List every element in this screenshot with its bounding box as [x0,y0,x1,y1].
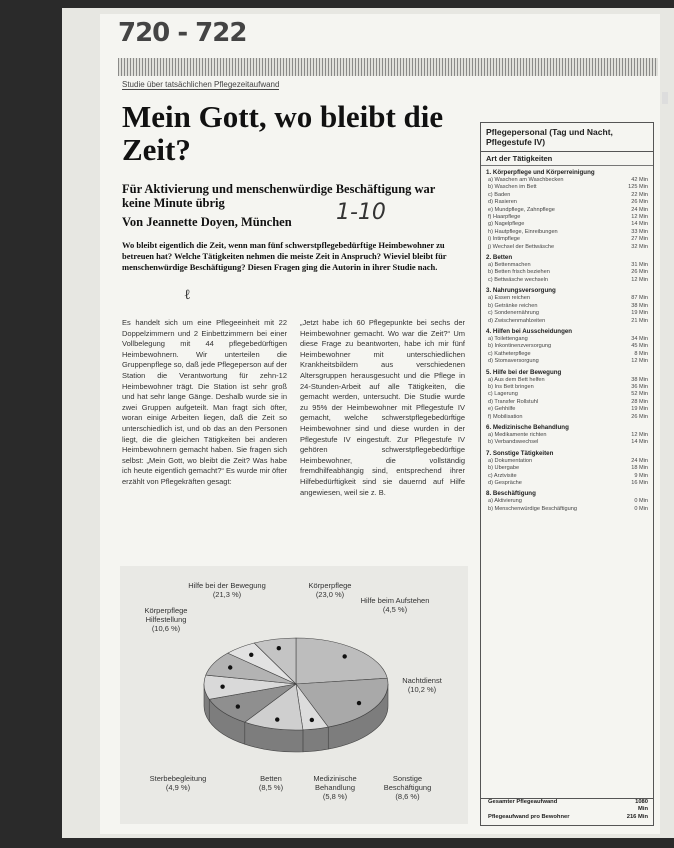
sidebar-subtitle: Art der Tätigkeiten [481,152,653,166]
callout-label: Körperpflege Hilfestellung (10,6 %) [144,606,188,633]
sidebar-row-label: c) Baden [488,191,511,198]
callout-label: Nachtdienst (10,2 %) [402,676,442,694]
sidebar-group-title: 3. Nahrungsversorgung [486,287,556,295]
sidebar-row [486,244,648,251]
sidebar-row-value: 12 Min [631,214,648,221]
sidebar-row [486,295,648,302]
sidebar-row [486,236,648,243]
sidebar-row [486,414,648,421]
sidebar-row [486,465,648,472]
sidebar-group [481,424,653,447]
body-column-2: „Jetzt habe ich 60 Pflegepunkte bei sechs der Heimbewohner gemacht. Wo war die Zeit?“ Um diese Frage zu beantworten, habe ich mir fünf Heimbewohner mit unterschiedlichen Krankheitsbildern aus verschiedenen Altersgruppen herausgesucht und die Pflege in 24-Stunden-Arbeit auf alle Tätigkeiten, die gemacht werden, untersucht. Die Studie wurde zu 95% der Heimbewohner mit Pflegestufe IV gemacht, welche schwerstpflegebedürftige Heimbewohner sind und diese wurden in der Pflegestufe IV eingestuft. Zur Pflegestufe IV gehören schwerstpflegebedürftige Heimbewohner, die vollständig fremdhilfeabhängig sind, entsprechend ihrer Hilfebedürftigkeit sind sie dauernd auf Hilfe angewiesen, weil sie z. B. [300,318,465,497]
sidebar-row-value: 19 Min [631,310,648,317]
sidebar-row [486,214,648,221]
sidebar-row-label: c) Bettwäsche wechseln [488,276,549,283]
article-author: Von Jeannette Doyen, München [122,215,292,229]
pie-slice-side [303,727,328,752]
sidebar-group [481,169,653,251]
sidebar-row-value: 32 Min [631,243,648,250]
pie-callout-dot [310,718,314,722]
sidebar-row-value: 28 Min [631,398,648,405]
callout-label: Sterbebegleitung (4,9 %) [149,774,207,792]
sidebar-row [486,336,648,343]
sidebar-row-label: b) Getränke reichen [488,302,538,309]
article-subtitle: Für Aktivierung und menschenwürdige Beschäftigung war keine Minute übrig [122,182,436,210]
callout-label: Hilfe beim Aufstehen (4,5 %) [360,596,430,614]
sidebar-row-value: 14 Min [631,439,648,446]
sidebar-total-row [486,799,648,814]
sidebar-row [486,432,648,439]
binder-tab [662,92,668,104]
sidebar-row [486,358,648,365]
sidebar-row [486,277,648,284]
sidebar-total-value: 1080 Min [635,798,648,813]
sidebar-group [481,369,653,421]
pie-slice [296,638,387,684]
sidebar-row-value: 16 Min [631,480,648,486]
sidebar-row [486,184,648,191]
pie-callout-dot [357,701,361,705]
body-column-1: Es handelt sich um eine Pflegeeinheit mit 22 Doppelzimmern und 2 Einbettzimmern bei einer Vollbelegung mit 44 pflegebedürftigen Heimbewohnern. Wir unterteilen die Gruppenpflege so, daß jede Pflegeperson auf der Station die Verantwortung für zehn-12 Heimbewohner trägt. Die Station ist sehr groß und hat sehr lange Gänge. Deshalb wurde sie in zwei Gruppen aufgeteilt. Man fragt sich öfter, woran einige Arbeiten liegen, daß die Zeit so unterschiedlich ist, und ob das an den Personen liegt, die die gleichen Tätigkeiten bei anderen Heimbewohnern gemacht haben. Sie fragen sich selbst: „Mein Gott, wo bleibt die Zeit? Was habe ich heute eigentlich gemacht?“ Es wurde mir öfter erzählt von Pflegekräften gesagt: [122,318,287,486]
sidebar-row-value: 0 Min [634,498,648,505]
sidebar-row [486,318,648,325]
sidebar-row [486,177,648,184]
sidebar-row-value: 27 Min [631,236,648,243]
sidebar-row-value: 14 Min [631,221,648,228]
sidebar-row-value: 12 Min [631,431,648,438]
sidebar-row-label: e) Gehhilfe [488,406,516,413]
sidebar-row [486,351,648,358]
handwritten-page-number: 720 - 722 [118,18,247,48]
sidebar-row-label: a) Waschen am Waschbecken [488,177,564,183]
sidebar-row [486,269,648,276]
sidebar-row-value: 42 Min [631,177,648,183]
sidebar-totals [481,798,653,821]
sidebar-group-title: 2. Betten [486,254,513,262]
sidebar-row [486,192,648,199]
sidebar-row [486,458,648,465]
sidebar-row [486,399,648,406]
sidebar-row-label: c) Katheterpflege [488,350,531,357]
sidebar-total-row [486,814,648,821]
sidebar-row-label: a) Dokumentation [488,457,533,464]
sidebar-row-label: i) Intimpflege [488,236,521,243]
pie-callout-dot [277,646,281,650]
pie-chart [120,566,468,824]
pie-callout-dot [249,653,253,657]
sidebar-row [486,343,648,350]
sidebar-row-label: a) Aktivierung [488,498,522,505]
sidebar-groups [481,169,653,513]
sidebar-row [486,473,648,480]
sidebar-row-label: c) Arztvisite [488,472,517,479]
sidebar-row-label: d) Zwischenmahlzeiten [488,317,546,324]
sidebar-row-value: 26 Min [631,269,648,276]
sidebar-row-label: d) Stomaversorgung [488,358,539,365]
sidebar-row [486,262,648,269]
pie-callout-dot [228,665,232,669]
sidebar-row [486,384,648,391]
sidebar-row-label: d) Rasieren [488,199,517,206]
sidebar-row-value: 38 Min [631,302,648,309]
sidebar-row-value: 87 Min [631,295,648,302]
sidebar-row-value: 24 Min [631,206,648,213]
sidebar-row-label: a) Aus dem Bett helfen [488,376,545,383]
pie-callout-dot [220,684,224,688]
article-lead: Wo bleibt eigentlich die Zeit, wenn man fünf schwerstpflegebedürftige Heimbewohner zu betreuen hat? Welche Tätigkeiten nehmen die meiste Zeit in Anspruch? Wieviel bleibt für menschenwürdige Beschäftigung? Diesen Fragen ging die Autorin in ihrer Studie nach. [122,240,447,272]
sidebar-row [486,303,648,310]
sidebar-row-label: f) Mobilisation [488,413,523,420]
header-rule [118,58,658,76]
sidebar-row-label: g) Nagelpflege [488,221,525,228]
sidebar-title: Pflegepersonal (Tag und Nacht, Pflegestufe IV) [481,123,653,152]
sidebar-row-value: 52 Min [631,391,648,398]
sidebar-row-label: j) Wechsel der Bettwäsche [488,243,555,250]
sidebar-row-label: a) Essen reichen [488,295,530,302]
sidebar-row-value: 12 Min [631,276,648,283]
rubric: Studie über tatsächlichen Pflegezeitaufwand [122,80,280,89]
sidebar-row-value: 38 Min [631,376,648,383]
sidebar-group [481,450,653,488]
pie-callout-dot [342,654,346,658]
sidebar-row-value: 24 Min [631,457,648,464]
sidebar-total-value: 216 Min [626,813,648,820]
sidebar-group [481,287,653,325]
sidebar-row-value: 9 Min [634,472,648,479]
sidebar-row-label: b) Betten frisch beziehen [488,269,550,276]
pencil-mark-icon: ℓ [184,288,191,303]
callout-label: Betten (8,5 %) [258,774,284,792]
sidebar-total-label: Gesamter Pflegeaufwand [488,798,558,805]
sidebar-row-label: b) Verbandswechsel [488,439,539,446]
sidebar-group-title: 7. Sonstige Tätigkeiten [486,449,554,457]
sidebar-group [481,328,653,366]
sidebar-row-label: d) Transfer Rollstuhl [488,398,539,405]
sidebar-group-title: 4. Hilfen bei Ausscheidungen [486,327,573,335]
sidebar-group-title: 5. Hilfe bei der Bewegung [486,368,562,376]
sidebar-row-label: a) Toilettengang [488,335,528,342]
sidebar-total-label: Pflegeaufwand pro Bewohner [488,813,570,820]
article-title: Mein Gott, wo bleibt die Zeit? [122,99,444,167]
sidebar-row-value: 125 Min [628,184,648,191]
sidebar-row-value: 34 Min [631,335,648,342]
sidebar-row [486,439,648,446]
sidebar-row-label: a) Bettenmachen [488,262,531,269]
sidebar-row-value: 12 Min [631,358,648,365]
sidebar-row-label: b) Waschen im Bett [488,184,537,191]
sidebar-row [486,506,648,513]
sidebar-group-title: 8. Beschäftigung [486,490,536,498]
callout-label: Hilfe bei der Bewegung (21,3 %) [188,581,266,599]
sidebar-group-title: 1. Körperpflege und Körperreinigung [486,169,595,176]
sidebar-row-value: 0 Min [634,505,648,512]
sidebar-row [486,391,648,398]
sidebar-row-label: b) Inkontinenzversorgung [488,343,552,350]
sidebar-table [480,122,654,826]
sidebar-row-value: 22 Min [631,191,648,198]
sidebar-row [486,199,648,206]
sidebar-row-value: 8 Min [634,350,648,357]
sidebar-row-value: 33 Min [631,228,648,235]
sidebar-group [481,254,653,284]
sidebar-row-value: 21 Min [631,317,648,324]
sidebar-group [481,490,653,513]
sidebar-row-value: 19 Min [631,406,648,413]
sidebar-group-title: 6. Medizinische Behandlung [486,423,569,431]
sidebar-row-label: a) Medikamente richten [488,431,547,438]
sidebar-row [486,221,648,228]
sidebar-row-label: d) Gespräche [488,480,522,486]
sidebar-row [486,480,648,487]
sidebar-row-label: c) Sondenernährung [488,310,540,317]
sidebar-row-label: b) Übergabe [488,465,520,472]
handwritten-note: 1-10 [336,200,386,225]
callout-label: Sonstige Beschäftigung (8,6 %) [383,774,432,801]
sidebar-row-value: 36 Min [631,383,648,390]
sidebar-row-label: b) Ins Bett bringen [488,383,534,390]
pie-callout-dot [236,704,240,708]
sidebar-row [486,406,648,413]
sidebar-row-value: 18 Min [631,465,648,472]
callout-label: Körperpflege (23,0 %) [308,581,352,599]
sidebar-row [486,377,648,384]
sidebar-row-label: e) Mundpflege, Zahnpflege [488,206,555,213]
sidebar-row [486,498,648,505]
pie-callout-dot [275,717,279,721]
sidebar-row-label: c) Lagerung [488,391,518,398]
sidebar-row [486,310,648,317]
sidebar-row-label: f) Haarpflege [488,214,521,221]
sidebar-row-value: 45 Min [631,343,648,350]
sidebar-row-value: 31 Min [631,262,648,269]
sidebar-row [486,207,648,214]
callout-label: Medizinische Behandlung (5,8 %) [313,774,357,801]
sidebar-row-label: h) Hautpflege, Einreibungen [488,228,558,235]
sidebar-row [486,229,648,236]
sidebar-row-label: b) Menschenwürdige Beschäftigung [488,505,577,512]
sidebar-row-value: 26 Min [631,413,648,420]
sidebar-row-value: 26 Min [631,199,648,206]
